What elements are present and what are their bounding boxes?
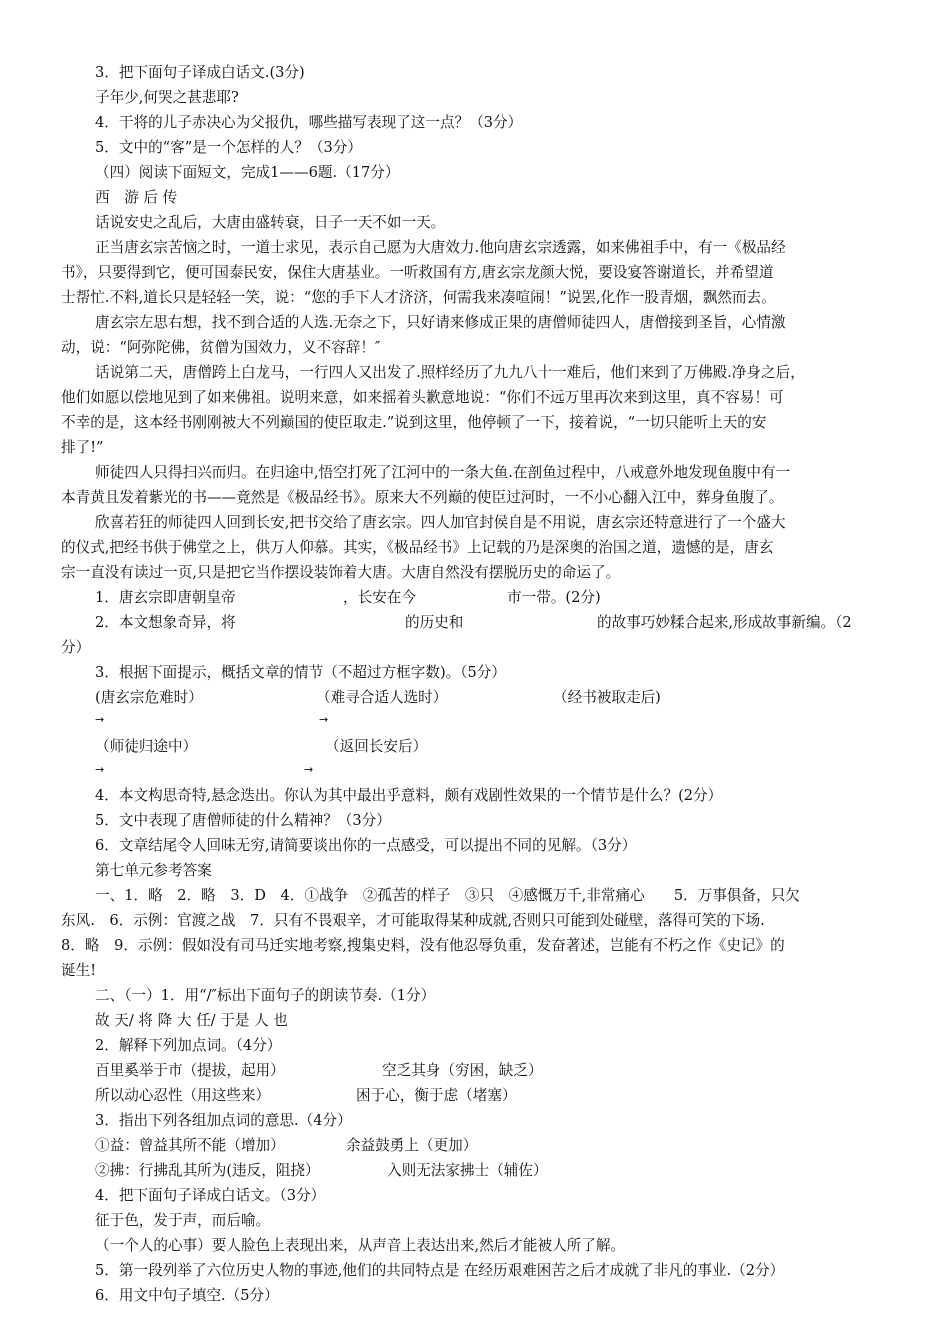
story-paragraph: 不幸的是，这本经书刚刚被大不列巅国的使臣取走.”说到这里，他停顿了一下，接着说，“一切只能听上天的安 [61,414,767,431]
story-paragraph: 正当唐玄宗苦恼之时，一道士求见，表示自己愿为大唐效力.他向唐玄宗透露，如来佛祖手中，有一《极品经 [95,239,786,256]
q1-fill-part: ，长安在今 [343,589,416,606]
story-paragraph: 唐玄宗左思右想，找不到合适的人选.无奈之下，只好请来修成正果的唐僧师徒四人，唐僧接到圣旨，心情激 [95,314,786,331]
story-paragraph: 士帮忙.不料,道长只是轻轻一笑，说：“您的手下人才济济，何需我来凑喧闹！”说罢,化作一股青烟，飘然而去。 [61,289,776,306]
plot-hint: （经书被取走后) [553,689,661,706]
plot-hint: （返回长安后） [325,738,428,755]
story-paragraph: 欣喜若狂的师徒四人回到长安,把书交给了唐玄宗。四人加官封侯自是不用说，唐玄宗还特意进行了一个盛大 [95,514,786,531]
answer-line: 入则无法家拂士（辅佐） [387,1162,548,1179]
answer-line: ②拂：行拂乱其所为(违反，阻挠） [95,1162,320,1179]
q6-feeling-question: 6．文章结尾令人回味无穷,请简要谈出你的一点感受，可以提出不同的见解。（3分） [95,837,637,854]
story-paragraph: 排了!” [61,439,104,456]
story-paragraph: 他们如愿以偿地见到了如来佛祖。说明来意，如来摇着头歉意地说：“你们不远万里再次来到这里，真不容易！可 [61,389,784,406]
story-paragraph: 书》，只要得到它，便可国泰民安，保住大唐基业。一听救国有方,唐玄宗龙颜大悦，要设宴答谢道长，并希望道 [61,264,774,281]
q2-fill-part: 分） [61,639,91,656]
answer-line: 所以动心忍性（用这些来） [95,1087,271,1104]
q4-plot-question: 4．本文构思奇特,悬念迭出。你认为其中最出乎意料，颇有戏剧性效果的一个情节是什么？(2分） [95,787,723,804]
story-paragraph: 动，说：“阿弥陀佛，贫僧为国效力，义不容辞！″ [61,339,381,356]
q5-spirit-question: 5．文中表现了唐僧师徒的什么精神？（3分） [95,812,391,829]
story-paragraph: 话说安史之乱后，大唐由盛转衰，日子一天不如一天。 [95,214,446,231]
answer-line: 空乏其身（穷困，缺乏） [382,1062,543,1079]
arrow-icon: → [304,763,314,776]
answer-line: ①益：曾益其所不能（增加） [95,1137,285,1154]
arrow-icon: → [319,713,329,726]
q2-fill-part: 的故事巧妙糅合起来,形成故事新编。（2 [597,614,852,631]
q2-fill-part: 的历史和 [405,614,464,631]
plot-hint: （难寻合适人选时） [316,689,448,706]
section-four-heading: （四）阅读下面短文，完成1——6题.（17分） [95,164,400,181]
q2-fill-part: 2．本文想象奇异，将 [95,614,236,631]
answer-line: 征于色，发于声，而后喻。 [95,1212,271,1229]
story-title: 西 游 后 传 [95,189,178,206]
story-paragraph: 师徒四人只得扫兴而归。在归途中,悟空打死了江河中的一条大鱼.在剖鱼过程中，八戒意外地发现鱼腹中有一 [95,464,791,481]
story-paragraph: 宗一直没有读过一页,只是把它当作摆设装饰着大唐。大唐自然没有摆脱历史的命运了。 [61,564,621,581]
story-paragraph: 本青黄且发着紫光的书——竟然是《极品经书》。原来大不列巅的使臣过河时，一不小心翻入江中，葬身鱼腹了。 [61,489,784,506]
q3-translate: 3．把下面句子译成白话文.(3分) [95,64,305,81]
q5-question: 5．文中的“客”是一个怎样的人？（3分） [95,139,362,156]
answer-line: 二、（一）1．用“/″标出下面句子的朗读节奏.（1分） [95,987,436,1004]
answer-line: 2．解释下列加点词。（4分） [95,1037,282,1054]
arrow-icon: → [95,763,105,776]
answer-line: 困于心，衡于虑（堵塞） [356,1087,517,1104]
answer-line: 4．把下面句子译成白话文。（3分） [95,1187,326,1204]
answer-line: 3．指出下列各组加点词的意思.（4分） [95,1112,352,1129]
plot-hint: (唐玄宗危难时） [95,689,203,706]
answer-line: 余益鼓勇上（更加） [346,1137,478,1154]
answer-line: 东风. 6．示例：官渡之战 7．只有不畏艰辛，才可能取得某种成就,否则只可能到处碰壁，落得可笑的下场. [61,912,765,929]
answer-line: 6．用文中句子填空.（5分） [95,1287,279,1304]
answer-line: 诞生! [61,962,97,979]
answer-line: 8．略 9．示例：假如没有司马迁实地考察,搜集史料，没有他忍辱负重，发奋著述，岂能有不朽之作《史记》的 [61,937,785,954]
plot-hint: （师徒归途中） [95,738,198,755]
answer-line: 故 天/ 将 降 大 任/ 于是 人 也 [95,1012,288,1029]
story-paragraph: 的仪式,把经书供于佛堂之上，供万人仰慕。其实，《极品经书》上记载的乃是深奥的治国之道，遗憾的是，唐玄 [61,539,774,556]
answer-line: 百里奚举于市（提拔，起用） [95,1062,285,1079]
q1-fill-part: 1．唐玄宗即唐朝皇帝 [95,589,236,606]
q1-fill-part: 市一带。(2分) [507,589,601,606]
q3-sentence: 子年少,何哭之甚悲耶? [95,89,239,106]
arrow-icon: → [95,713,105,726]
answer-line: 5．第一段列举了六位历史人物的事迹,他们的共同特点是 在经历艰难困苦之后才成就了非凡的事业.（2分） [95,1262,785,1279]
q4-question: 4．干将的儿子赤决心为父报仇，哪些描写表现了这一点？（3分） [95,114,523,131]
answer-line: （一个人的心事）要人脸色上表现出来，从声音上表达出来,然后才能被人所了解。 [95,1237,626,1254]
story-paragraph: 话说第二天，唐僧跨上白龙马，一行四人又出发了.照样经历了九九八十一难后，他们来到了万佛殿.净身之后， [95,364,805,381]
answer-line: 一、1．略 2．略 3．D 4．①战争 ②孤苦的样子 ③只 ④感慨万千,非常痛心 5．万事俱备，只欠 [95,887,800,904]
q3-plot-question: 3．根据下面提示，概括文章的情节（不超过方框字数)。（5分） [95,664,506,681]
answers-heading: 第七单元参考答案 [95,862,212,879]
